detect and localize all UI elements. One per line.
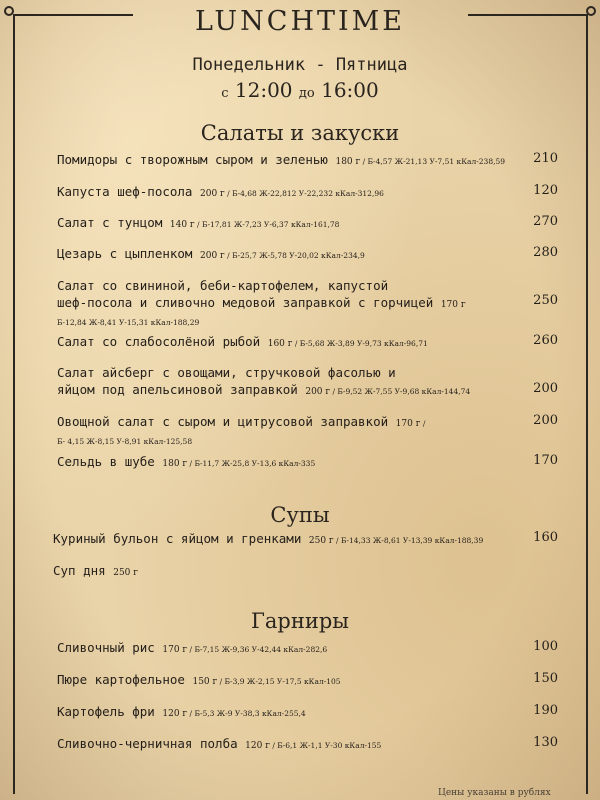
item-nutrition: / Б-17,81 Ж-7,23 У-6,37 кКал-161,78 — [197, 220, 340, 229]
item-name: Салат с тунцом — [57, 215, 163, 230]
item-nutrition: / Б-3,9 Ж-2,15 У-17,5 кКал-105 — [219, 677, 341, 686]
item-price: 210 — [533, 151, 558, 166]
item-nutrition: / Б-5,3 Ж-9 У-38,3 кКал-255,4 — [189, 709, 306, 718]
item-weight: 170 г — [395, 419, 421, 429]
item-price: 190 — [533, 703, 558, 718]
menu-title: LUNCHTIME — [194, 6, 406, 37]
menu-item — [53, 530, 523, 550]
item-price: 100 — [533, 639, 558, 654]
item-name: Сельдь в шубе — [57, 454, 155, 469]
item-weight: 180 г — [335, 157, 361, 167]
item-nutrition: / Б-4,68 Ж-22,812 У-22,232 кКал-312,96 — [227, 189, 384, 198]
hours-from-prefix: с — [221, 86, 229, 101]
menu-days: Понедельник - Пятница — [192, 55, 408, 75]
item-name: Суп дня — [53, 563, 106, 578]
item-weight: 160 г — [267, 339, 293, 349]
item-name: Салат айсберг с овощами, стручковой фасолью и — [57, 365, 396, 380]
menu-item — [57, 214, 527, 234]
menu-item — [57, 151, 527, 171]
menu-item — [57, 277, 527, 331]
item-nutrition: / Б-6,1 Ж-1,1 У-30 кКал-155 — [272, 741, 382, 750]
item-price: 170 — [533, 453, 558, 468]
item-weight: 250 г — [308, 536, 334, 546]
item-weight: 120 г — [245, 741, 270, 751]
item-price: 200 — [533, 413, 558, 428]
item-name: Куриный бульон с яйцом и гренками — [53, 531, 302, 546]
item-name: Сливочный рис — [57, 640, 155, 655]
item-weight: 180 г — [162, 459, 188, 469]
item-name: Овощной салат с сыром и цитрусовой заправкой — [57, 414, 389, 429]
hours-to: 16:00 — [321, 78, 379, 102]
hours-from: 12:00 — [234, 78, 293, 102]
item-nutrition: Б- 4,15 Ж-8,15 У-8,91 кКал-125,58 — [57, 437, 193, 446]
menu-item — [53, 562, 523, 582]
menu-item — [57, 245, 527, 265]
price-currency-note: Цены указаны в рублях — [438, 788, 551, 798]
item-nutrition: / Б-14,33 Ж-8,61 У-13,39 кКал-188,39 — [336, 536, 484, 545]
hours-to-prefix: до — [298, 86, 315, 101]
item-name: Салат со слабосолёной рыбой — [57, 334, 261, 349]
item-nutrition: / Б-5,68 Ж-3,89 У-9,73 кКал-96,71 — [294, 339, 428, 348]
menu-item — [57, 671, 527, 691]
item-weight: 200 г — [305, 387, 331, 397]
item-weight: 170 г — [162, 645, 188, 655]
item-nutrition: / Б-7,15 Ж-9,36 У-42,44 кКал-282,6 — [189, 645, 328, 654]
section-title-sides: Гарниры — [250, 609, 350, 633]
menu-item — [57, 735, 527, 755]
item-weight: 150 г — [192, 677, 218, 687]
menu-item — [57, 364, 527, 401]
item-price: 160 — [533, 530, 558, 545]
section-title-salads: Салаты и закуски — [200, 121, 400, 145]
item-weight: 200 г — [200, 189, 225, 199]
item-price: 120 — [533, 183, 558, 198]
item-name: Картофель фри — [57, 704, 155, 719]
item-name: Цезарь с цыпленком — [57, 246, 193, 261]
item-nutrition: / Б-4,57 Ж-21,13 У-7,51 кКал-238,59 — [362, 157, 506, 166]
item-name: Салат со свининой, беби-картофелем, капустой — [57, 278, 389, 293]
item-nutrition: / Б-9,52 Ж-7,55 У-9,68 кКал-144,74 — [332, 387, 471, 396]
item-weight: 140 г — [169, 220, 195, 230]
item-price: 260 — [533, 333, 558, 348]
item-nutrition-slash: / — [422, 419, 426, 428]
item-name-continued: шеф-посола и сливочно медовой заправкой с горчицей — [57, 295, 434, 310]
menu-item — [57, 333, 527, 353]
item-name: Помидоры с творожным сыром и зеленью — [57, 152, 328, 167]
item-name: Пюре картофельное — [57, 672, 185, 687]
menu-hours — [0, 78, 600, 102]
item-name-continued: яйцом под апельсиновой заправкой — [57, 382, 298, 397]
item-weight: 200 г — [200, 251, 225, 261]
item-price: 250 — [533, 293, 558, 308]
item-nutrition: Б-12,84 Ж-8,41 У-15,31 кКал-188,29 — [57, 318, 200, 327]
item-price: 150 — [533, 671, 558, 686]
item-nutrition: / Б-25,7 Ж-5,78 У-20,02 кКал-234,9 — [227, 251, 365, 260]
item-weight: 250 г — [113, 568, 138, 578]
item-price: 270 — [533, 214, 558, 229]
item-weight: 170 г — [440, 300, 466, 310]
item-price: 280 — [533, 245, 558, 260]
menu-item — [57, 639, 527, 659]
item-price: 130 — [533, 735, 558, 750]
item-price: 200 — [533, 381, 558, 396]
menu-item — [57, 183, 527, 203]
item-name: Капуста шеф-посола — [57, 184, 193, 199]
item-name: Сливочно-черничная полба — [57, 736, 238, 751]
menu-item — [57, 413, 527, 450]
section-title-soups: Супы — [270, 503, 330, 527]
menu-item — [57, 453, 527, 473]
item-nutrition: / Б-11,7 Ж-25,8 У-13,6 кКал-335 — [189, 459, 316, 468]
item-weight: 120 г — [162, 709, 188, 719]
menu-item — [57, 703, 527, 723]
